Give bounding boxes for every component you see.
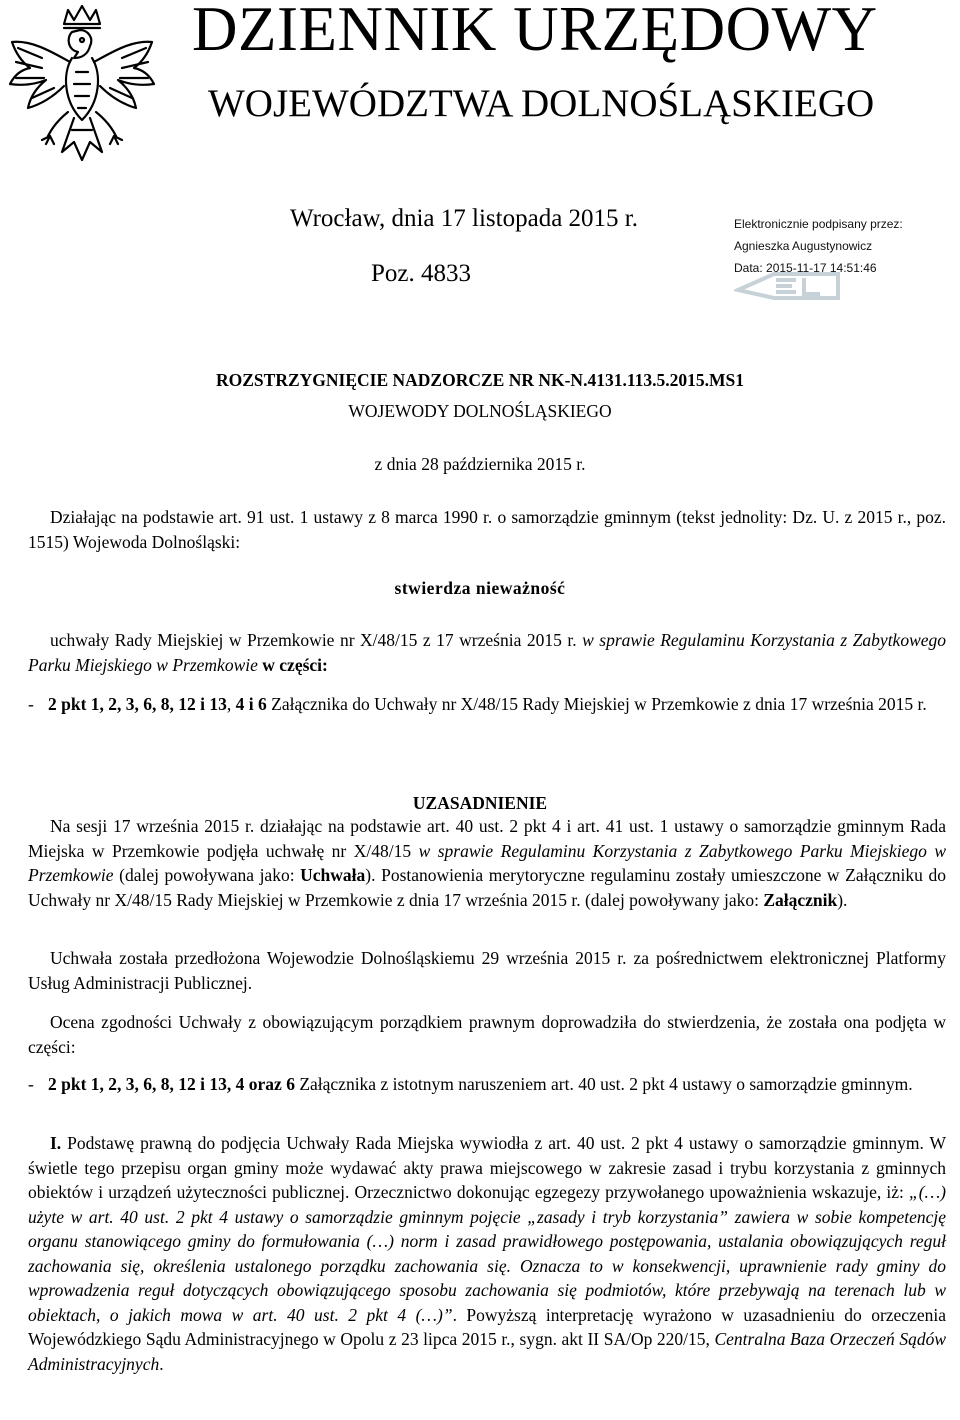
white-eagle-emblem bbox=[2, 2, 162, 170]
decision-list-item: - 2 pkt 1, 2, 3, 6, 8, 12 i 13, 4 i 6 Załącznika do Uchwały nr X/48/15 Rady Miejskiej w Przemkowie z dnia 17 września 2015 r. bbox=[28, 692, 946, 717]
justification-paragraph-4: I. Podstawę prawną do podjęcia Uchwały Rada Miejska wywiodła z art. 40 ust. 2 pkt 4 ustawy o samorządzie gminnym. W świetle tego przepisu organ gminy może wydawać akty prawa miejscowego w zakresie zasad i trybu korzystania z gminnych obiektów i urządzeń użyteczności publicznej. Orzecznictwo dokonując egzegezy przywołanego upoważnienia wskazuje, iż: „(…) użyte w art. 40 ust. 2 pkt 4 ustawy o samorządzie gminnym pojęcie „zasady i tryb korzystania” zawiera w sobie kompetencję organu stanowiącego gminy do formułowania (…) norm i zasad prawidłowego postępowania, ustalania obowiązujących reguł zachowania się, określenia ustalonego porządku zachowania się. Oznacza to w konsekwencji, uprawnienie rady gminy do wprowadzenia reguł dotyczących obowiązującego sposobu zachowania się podmiotów, które przebywają na terenach lub w obiektach, o jakich mowa w art. 40 ust. 2 pkt 4 (…)”. Powyższą interpretację wyrażono w uzasadnieniu do orzeczenia Wojewódzkiego Sądu Administracyjnego w Opolu z 23 lipca 2015 r., sygn. akt II SA/Op 220/15, Centralna Baza Orzeczeń Sądów Administracyjnych. bbox=[28, 1133, 946, 1374]
justification-heading: UZASADNIENIE bbox=[412, 793, 548, 813]
list-dash: - bbox=[28, 694, 34, 714]
signature-date: Data: 2015-11-17 14:51:46 bbox=[734, 261, 877, 275]
justification-paragraph-3: Ocena zgodności Uchwały z obowiązującym porządkiem prawnym doprowadziła do stwierdzenia, że została ona podjęta w części: bbox=[28, 1012, 946, 1057]
document-authority: WOJEWODY DOLNOŚLĄSKIEGO bbox=[348, 401, 612, 421]
signature-label: Elektronicznie podpisany przez: bbox=[734, 217, 903, 231]
signature-signer: Agnieszka Augustynowicz bbox=[734, 239, 873, 253]
document-date: z dnia 28 października 2015 r. bbox=[374, 454, 586, 474]
decision-heading: stwierdza nieważność bbox=[394, 578, 566, 598]
position-number: Poz. 4833 bbox=[371, 260, 471, 287]
intro-paragraph: Działając na podstawie art. 91 ust. 1 ustawy z 8 marca 1990 r. o samorządzie gminnym (tekst jednolity: Dz. U. z 2015 r., poz. 1515) Wojewoda Dolnośląski: bbox=[28, 507, 946, 552]
journal-subtitle: WOJEWÓDZTWA DOLNOŚLĄSKIEGO bbox=[208, 82, 875, 125]
signature-watermark-icon bbox=[734, 268, 844, 308]
journal-title: DZIENNIK URZĘDOWY bbox=[192, 0, 878, 64]
section-number: I. bbox=[50, 1133, 62, 1153]
list-dash: - bbox=[28, 1074, 34, 1094]
justification-paragraph-1: Na sesji 17 września 2015 r. działając na podstawie art. 40 ust. 2 pkt 4 i art. 41 ust. 1 ustawy o samorządzie gminnym Rada Miejska w Przemkowie podjęła uchwałę nr X/48/15 w sprawie Regulaminu Korzystania z Zabytkowego Parku Miejskiego w Przemkowie (dalej powoływana jako: Uchwała). Postanowienia merytoryczne regulaminu zostały umieszczone w Załączniku do Uchwały nr X/48/15 Rady Miejskiej w Przemkowie z dnia 17 września 2015 r. (dalej powoływany jako: Załącznik). bbox=[28, 816, 946, 910]
justification-list-item: - 2 pkt 1, 2, 3, 6, 8, 12 i 13, 4 oraz 6 Załącznika z istotnym naruszeniem art. 40 ust. 2 pkt 4 ustawy o samorządzie gminnym. bbox=[28, 1072, 946, 1097]
document-heading: ROZSTRZYGNIĘCIE NADZORCZE NR NK-N.4131.113.5.2015.MS1 bbox=[216, 370, 744, 390]
publication-date: Wrocław, dnia 17 listopada 2015 r. bbox=[290, 205, 638, 232]
justification-paragraph-2: Uchwała została przedłożona Wojewodzie Dolnośląskiemu 29 września 2015 r. za pośrednictwem elektronicznej Platformy Usług Administracji Publicznej. bbox=[28, 948, 946, 993]
decision-paragraph: uchwały Rady Miejskiej w Przemkowie nr X/48/15 z 17 września 2015 r. w sprawie Regulaminu Korzystania z Zabytkowego Parku Miejskiego w Przemkowie w części: bbox=[28, 630, 947, 675]
